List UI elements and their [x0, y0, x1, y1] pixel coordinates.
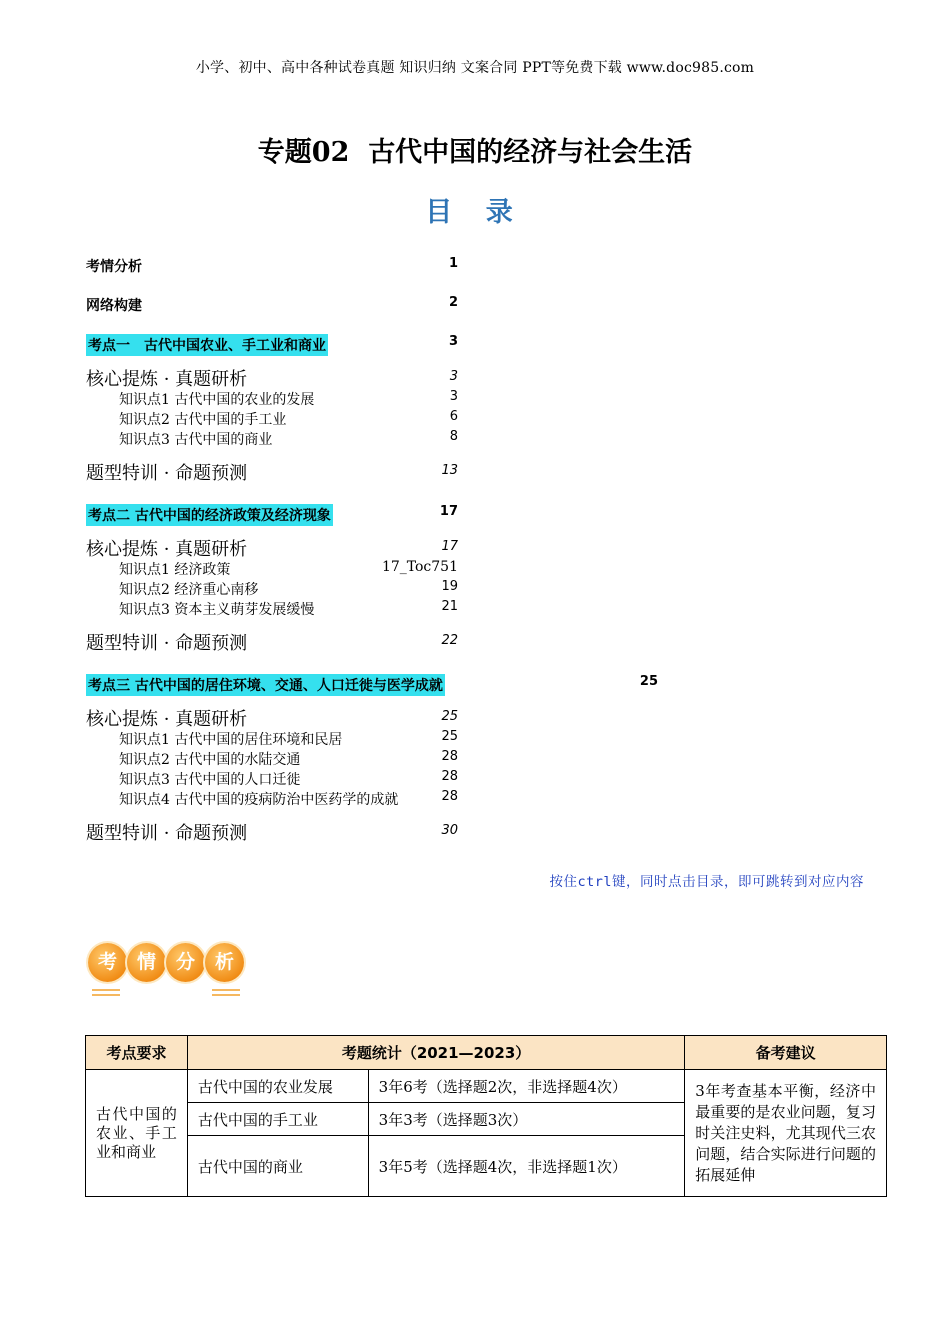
toc-entry-knowledge[interactable] — [86, 769, 466, 791]
section-badge — [88, 943, 248, 999]
toc-entry-page: 3 — [448, 334, 458, 349]
table-header-row — [86, 1036, 887, 1070]
toc-entry-analysis[interactable] — [86, 256, 466, 278]
toc-entry-label: 知识点2 古代中国的水陆交通 — [119, 752, 301, 768]
toc-entry-label: 知识点4 古代中国的疫病防治中医药学的成就 — [119, 792, 399, 808]
toc-entry-label: 核心提炼 · 真题研析 — [86, 539, 248, 560]
toc-entry-knowledge[interactable] — [86, 599, 466, 621]
toc-entry-label: 核心提炼 · 真题研析 — [86, 369, 248, 390]
topic-cell: 古代中国的商业 — [187, 1136, 368, 1197]
toc-entry-page: 28 — [441, 789, 458, 804]
toc-entry-core[interactable] — [86, 365, 466, 390]
toc-entry-label: 知识点2 经济重心南移 — [119, 582, 259, 598]
badge-decoration — [212, 989, 240, 991]
toc-entry-knowledge[interactable] — [86, 559, 466, 581]
toc-entry-page: 6 — [449, 409, 458, 424]
toc-entry-label: 考点三 古代中国的居住环境、交通、人口迁徙与医学成就 — [86, 674, 445, 696]
toc-entry-knowledge[interactable] — [86, 579, 466, 601]
toc-entry-label: 考情分析 — [86, 259, 142, 275]
exam-stats-table — [85, 1035, 887, 1197]
header-suggestion: 备考建议 — [685, 1036, 887, 1070]
toc-entry-page: 1 — [448, 256, 458, 271]
toc-entry-topic-3[interactable] — [86, 674, 666, 696]
toc-entry-knowledge[interactable] — [86, 749, 466, 771]
title-prefix: 专题 — [257, 137, 312, 168]
toc-entry-label: 核心提炼 · 真题研析 — [86, 709, 248, 730]
toc-entry-label: 题型特训 · 命题预测 — [86, 463, 248, 484]
toc-entry-page: 21 — [441, 599, 458, 614]
table-row — [86, 1070, 887, 1103]
toc-entry-knowledge[interactable] — [86, 729, 466, 751]
stat-cell: 3年3考（选择题3次） — [368, 1103, 685, 1136]
toc-entry-label: 考点二 古代中国的经济政策及经济现象 — [86, 504, 333, 526]
toc-entry-knowledge[interactable] — [86, 789, 466, 811]
toc-entry-page: 25 — [441, 709, 458, 724]
toc-entry-knowledge[interactable] — [86, 429, 466, 451]
toc-entry-label: 考点一 古代中国农业、手工业和商业 — [86, 334, 328, 356]
document-title — [0, 130, 950, 169]
toc-entry-core[interactable] — [86, 705, 466, 730]
toc-entry-practice[interactable] — [86, 629, 466, 654]
toc-entry-label: 知识点2 古代中国的手工业 — [119, 412, 287, 428]
toc-entry-page: 28 — [441, 749, 458, 764]
toc-entry-network[interactable] — [86, 295, 466, 317]
toc-entry-page: 30 — [441, 823, 458, 838]
toc-entry-page: 17_Toc751 — [381, 559, 458, 575]
header-requirement: 考点要求 — [86, 1036, 188, 1070]
title-number: 02 — [311, 137, 350, 168]
badge-decoration — [92, 994, 120, 996]
badge-char: 考 — [88, 943, 127, 982]
badge-char: 情 — [127, 943, 166, 982]
toc-entry-knowledge[interactable] — [86, 409, 466, 431]
requirement-area: 古代中国的农业、手工业和商业 — [86, 1070, 188, 1197]
ctrl-click-hint: 按住ctrl键，同时点击目录，即可跳转到对应内容 — [549, 874, 864, 890]
toc-entry-practice[interactable] — [86, 819, 466, 844]
header-statistics: 考题统计（2021—2023） — [187, 1036, 684, 1070]
toc-entry-page: 19 — [441, 579, 458, 594]
badge-char: 分 — [166, 943, 205, 982]
toc-entry-label: 知识点1 经济政策 — [119, 562, 231, 578]
stat-cell: 3年5考（选择题4次，非选择题1次） — [368, 1136, 685, 1197]
toc-entry-label: 知识点3 古代中国的人口迁徙 — [119, 772, 301, 788]
toc-entry-label: 网络构建 — [86, 298, 142, 314]
toc-entry-page: 3 — [449, 369, 458, 384]
toc-entry-label: 知识点1 古代中国的居住环境和民居 — [119, 732, 343, 748]
toc-entry-topic-1[interactable] — [86, 334, 466, 356]
toc-entry-page: 8 — [449, 429, 458, 444]
toc-heading: 目 录 — [425, 197, 525, 228]
toc-entry-page: 22 — [441, 633, 458, 648]
stat-cell: 3年6考（选择题2次，非选择题4次） — [368, 1070, 685, 1103]
toc-entry-page: 17 — [441, 539, 458, 554]
toc-entry-page: 25 — [639, 674, 658, 689]
title-main: 古代中国的经济与社会生活 — [368, 137, 693, 168]
toc-entry-page: 25 — [441, 729, 458, 744]
badge-char: 析 — [205, 943, 244, 982]
toc-entry-core[interactable] — [86, 535, 466, 560]
toc-entry-label: 知识点3 资本主义萌芽发展缓慢 — [119, 602, 315, 618]
toc-entry-label: 知识点3 古代中国的商业 — [119, 432, 273, 448]
page-header: 小学、初中、高中各种试卷真题 知识归纳 文案合同 PPT等免费下载 www.doc985.com — [195, 60, 755, 76]
topic-cell: 古代中国的农业发展 — [187, 1070, 368, 1103]
toc-entry-knowledge[interactable] — [86, 389, 466, 411]
toc-entry-page: 13 — [441, 463, 458, 478]
toc-entry-page: 2 — [448, 295, 458, 310]
toc-entry-page: 17 — [439, 504, 458, 519]
topic-cell: 古代中国的手工业 — [187, 1103, 368, 1136]
toc-entry-label: 题型特训 · 命题预测 — [86, 823, 248, 844]
toc-entry-practice[interactable] — [86, 459, 466, 484]
badge-decoration — [92, 989, 120, 991]
toc-entry-label: 知识点1 古代中国的农业的发展 — [119, 392, 315, 408]
toc-entry-topic-2[interactable] — [86, 504, 466, 526]
badge-decoration — [212, 994, 240, 996]
toc-entry-label: 题型特训 · 命题预测 — [86, 633, 248, 654]
toc-entry-page: 3 — [449, 389, 458, 404]
suggestion-cell: 3年考查基本平衡，经济中最重要的是农业问题，复习时关注史料，尤其现代三农问题，结合实际进行问题的拓展延伸 — [685, 1070, 887, 1197]
toc-entry-page: 28 — [441, 769, 458, 784]
